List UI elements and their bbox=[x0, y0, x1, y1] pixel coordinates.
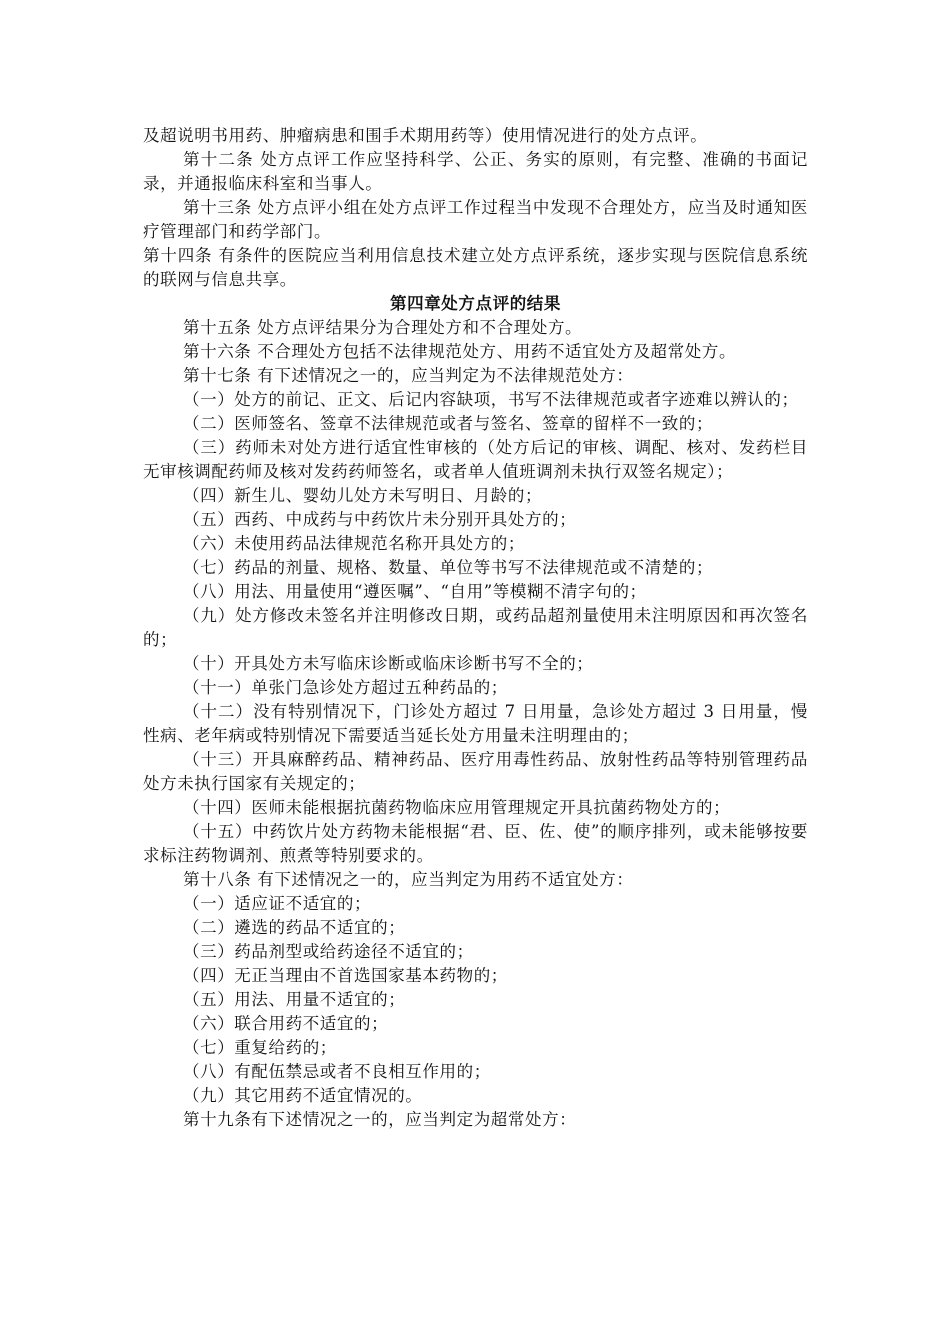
paragraph: （八）有配伍禁忌或者不良相互作用的； bbox=[183, 1062, 491, 1081]
paragraph: 及超说明书用药、肿瘤病患和围手术期用药等）使用情况进行的处方点评。 bbox=[143, 126, 708, 145]
paragraph: （十三）开具麻醉药品、精神药品、医疗用毒性药品、放射性药品等特别管理药品处方未执行国家有关规定的； bbox=[143, 750, 808, 793]
paragraph: （十四）医师未能根据抗菌药物临床应用管理规定开具抗菌药物处方的； bbox=[183, 798, 731, 817]
paragraph: 第十四条 有条件的医院应当利用信息技术建立处方点评系统，逐步实现与医院信息系统的联网与信息共享。 bbox=[143, 246, 808, 289]
paragraph: （六）未使用药品法律规范名称开具处方的； bbox=[183, 534, 525, 553]
paragraph: （五）西药、中成药与中药饮片未分别开具处方的； bbox=[183, 510, 577, 529]
paragraph: （九）其它用药不适宜情况的。 bbox=[183, 1086, 423, 1105]
paragraph: （十五）中药饮片处方药物未能根据“君、臣、佐、使”的顺序排列，或未能够按要求标注药物调剂、煎煮等特别要求的。 bbox=[143, 822, 808, 865]
paragraph: 第十七条 有下述情况之一的，应当判定为不法律规范处方： bbox=[183, 366, 634, 385]
paragraph: （八）用法、用量使用“遵医嘱”、“自用”等模糊不清字句的； bbox=[183, 582, 647, 601]
paragraph: （一）处方的前记、正文、后记内容缺项，书写不法律规范或者字迹难以辨认的； bbox=[183, 390, 799, 409]
paragraph: 第十八条 有下述情况之一的，应当判定为用药不适宜处方： bbox=[183, 870, 634, 889]
paragraph: 第十九条有下述情况之一的，应当判定为超常处方： bbox=[183, 1110, 577, 1129]
paragraph: （九）处方修改未签名并注明修改日期，或药品超剂量使用未注明原因和再次签名的； bbox=[143, 606, 808, 649]
paragraph: （七）药品的剂量、规格、数量、单位等书写不法律规范或不清楚的； bbox=[183, 558, 714, 577]
chapter-title: 第四章处方点评的结果 bbox=[390, 294, 561, 313]
paragraph: （七）重复给药的； bbox=[183, 1038, 337, 1057]
paragraph: （十二）没有特别情况下，门诊处方超过 7 日用量，急诊处方超过 3 日用量，慢性病、老年病或特别情况下需要适当延长处方用量未注明理由的； bbox=[143, 702, 808, 745]
paragraph: 第十五条 处方点评结果分为合理处方和不合理处方。 bbox=[183, 318, 583, 337]
paragraph: （十）开具处方未写临床诊断或临床诊断书写不全的； bbox=[183, 654, 594, 673]
paragraph: 第十三条 处方点评小组在处方点评工作过程当中发现不合理处方，应当及时通知医疗管理部门和药学部门。 bbox=[143, 198, 808, 241]
paragraph: （二）遴选的药品不适宜的； bbox=[183, 918, 406, 937]
document-page bbox=[143, 124, 808, 1132]
paragraph: （五）用法、用量不适宜的； bbox=[183, 990, 406, 1009]
paragraph: 第十二条 处方点评工作应坚持科学、公正、务实的原则，有完整、准确的书面记录，并通报临床科室和当事人。 bbox=[143, 150, 808, 193]
paragraph: （六）联合用药不适宜的； bbox=[183, 1014, 389, 1033]
section-after-title bbox=[143, 316, 808, 1132]
paragraph: （四）无正当理由不首选国家基本药物的； bbox=[183, 966, 508, 985]
paragraph: （四）新生儿、婴幼儿处方未写明日、月龄的； bbox=[183, 486, 543, 505]
paragraph: （三）药师未对处方进行适宜性审核的（处方后记的审核、调配、核对、发药栏目无审核调配药师及核对发药药师签名，或者单人值班调剂未执行双签名规定）； bbox=[143, 438, 808, 481]
section-before-title bbox=[143, 124, 808, 292]
paragraph: （二）医师签名、签章不法律规范或者与签名、签章的留样不一致的； bbox=[183, 414, 714, 433]
paragraph: 第十六条 不合理处方包括不法律规范处方、用药不适宜处方及超常处方。 bbox=[183, 342, 737, 361]
paragraph: （三）药品剂型或给药途径不适宜的； bbox=[183, 942, 474, 961]
paragraph: （一）适应证不适宜的； bbox=[183, 894, 372, 913]
paragraph: （十一）单张门急诊处方超过五种药品的； bbox=[183, 678, 508, 697]
